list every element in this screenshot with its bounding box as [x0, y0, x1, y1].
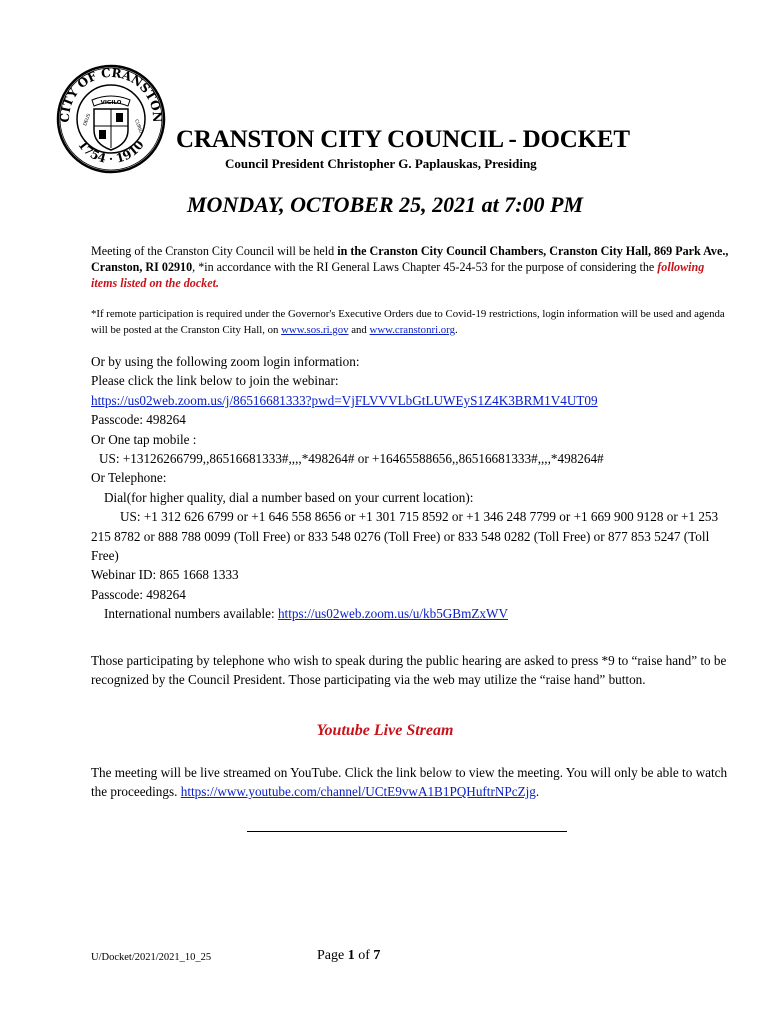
seal-years: 1754 · 1910	[75, 137, 147, 166]
divider	[247, 831, 567, 832]
webinar-link[interactable]: https://us02web.zoom.us/j/86516681333?pwd=VjFLVVVLbGtLUWEyS1Z4K3BRM1V4UT09	[91, 392, 598, 408]
zoom-info	[91, 352, 731, 624]
intro-text-2: , *in accordance with the RI General Laws Chapter 45-24-53 for the purpose of considering the	[192, 260, 658, 274]
page-current: 1	[347, 948, 355, 963]
cranston-site-link[interactable]: www.cranstonri.org	[369, 324, 455, 336]
youtube-text: The meeting will be live streamed on YouTube. Click the link below to view the meeting. You will only be able to watch the proceedings.	[91, 765, 728, 799]
intro-paragraph	[91, 243, 731, 291]
seal-shield-right: CURIO	[133, 118, 143, 135]
youtube-end: .	[535, 784, 540, 799]
tap-mobile-label: Or One tap mobile :	[91, 431, 197, 447]
page-total: 7	[373, 948, 381, 963]
seal-ring-text: CITY OF CRANSTON	[57, 65, 165, 123]
intro-docket-note: following items listed on the docket.	[91, 260, 705, 290]
dial-instruction: Dial(for higher quality, dial a number based on your current location):	[104, 489, 474, 505]
webinar-id: Webinar ID: 865 1668 1333	[91, 567, 239, 583]
tap-mobile-numbers: US: +13126266799,,86516681333#,,,,*498264# or +16465588656,,86516681333#,,,,*498264#	[99, 451, 604, 467]
seal-shield-left: DEUS	[83, 113, 93, 127]
intl-label: International numbers available:	[104, 606, 278, 622]
zoom-intro: Or by using the following zoom login information:	[91, 354, 360, 369]
intro-location: in the Cranston City Council Chambers, Cranston City Hall, 869 Park Ave., Cranston, RI 02910	[91, 244, 729, 274]
remote-end: .	[454, 324, 458, 336]
seal-motto: VIGILO	[100, 100, 122, 106]
page-prefix: Page	[317, 948, 348, 963]
remote-and: and	[348, 324, 370, 336]
raise-hand-paragraph: Those participating by telephone who wish to speak during the public hearing are asked to press *9 to “raise hand” to be recognized by the Council President. Those participating via the web may utilize the “raise hand” button.	[91, 653, 727, 687]
telephone-label: Or Telephone:	[91, 470, 167, 486]
us-dial-numbers: US: +1 312 626 6799 or +1 646 558 8656 or +1 301 715 8592 or +1 346 248 7799 or +1 669 900 9128 or +1 253 215 8782 or 888 788 0099 (Toll Free) or 833 548 0276 (Toll Free) or 833 548 0282 (Toll Free) or 877 853 5247 (Toll Free)	[91, 509, 719, 564]
youtube-link[interactable]: https://www.youtube.com/channel/UCtE9vwA1B1PQHuftrNPcZjg	[180, 784, 536, 799]
page-of: of	[354, 948, 374, 963]
youtube-paragraph	[91, 763, 731, 801]
meeting-date: MONDAY, OCTOBER 25, 2021 at 7:00 PM	[186, 192, 584, 217]
intro-text: Meeting of the Cranston City Council will be held	[91, 244, 338, 258]
remote-participation-note	[91, 306, 731, 338]
zoom-instruction: Please click the link below to join the webinar:	[91, 373, 339, 389]
docket-path: U/Docket/2021/2021_10_25	[91, 952, 212, 963]
sos-link[interactable]: www.sos.ri.gov	[281, 324, 349, 336]
city-seal	[56, 64, 166, 174]
passcode-2: Passcode: 498264	[91, 586, 186, 602]
passcode: Passcode: 498264	[91, 412, 186, 428]
page-number	[317, 948, 380, 964]
presiding-line: Council President Christopher G. Paplauskas, Presiding	[225, 156, 537, 171]
intl-numbers-link[interactable]: https://us02web.zoom.us/u/kb5GBmZxWV	[277, 606, 508, 622]
youtube-heading: Youtube Live Stream	[316, 722, 454, 739]
remote-text: *If remote participation is required under the Governor's Executive Orders due to Covid-19 restrictions, login information will be used and agenda will be posted at the Cranston City Hall, on	[91, 308, 725, 336]
page-title: CRANSTON CITY COUNCIL - DOCKET	[176, 126, 630, 153]
